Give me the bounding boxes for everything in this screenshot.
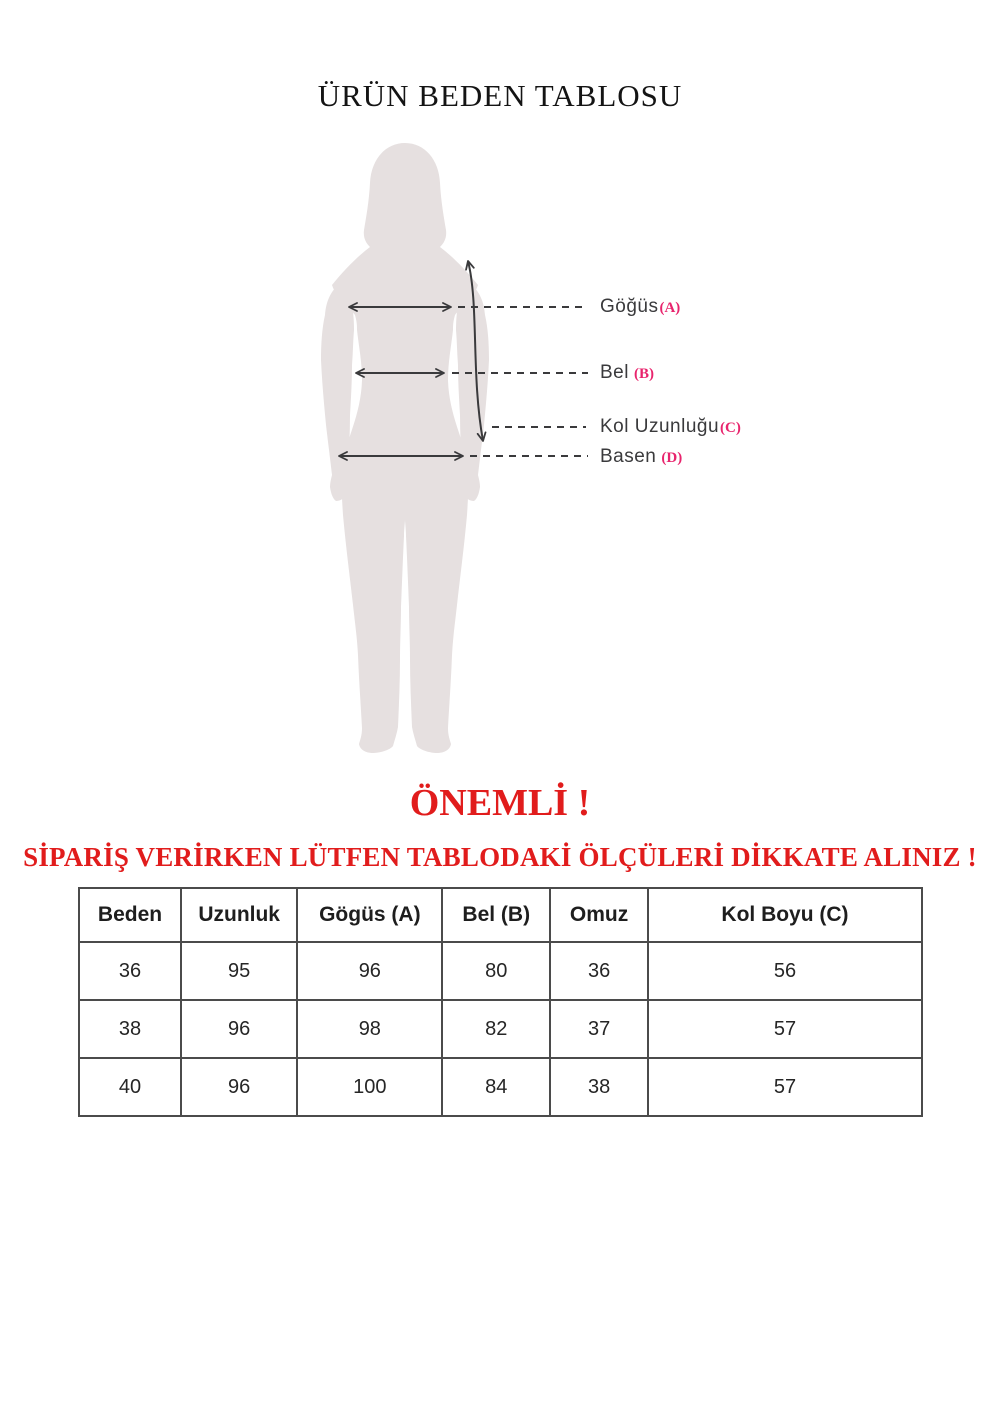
cell-beden: 36 — [79, 942, 181, 1000]
cell-uzunluk: 96 — [181, 1000, 297, 1058]
col-header-uzunluk: Uzunluk — [181, 888, 297, 942]
body-measurement-diagram — [250, 130, 610, 770]
col-header-gogus: Gögüs (A) — [297, 888, 442, 942]
cell-beden: 38 — [79, 1000, 181, 1058]
label-chest-key: (A) — [659, 300, 681, 316]
label-hip — [600, 446, 682, 469]
label-hip-key: (D) — [661, 450, 683, 466]
cell-bel: 80 — [442, 942, 550, 1000]
cell-gogus: 98 — [297, 1000, 442, 1058]
size-table-header-row — [79, 888, 922, 942]
label-waist-text: Bel — [600, 362, 629, 383]
important-heading: ÖNEMLİ ! — [409, 782, 591, 824]
cell-uzunluk: 96 — [181, 1058, 297, 1116]
label-arm-length-key: (C) — [720, 420, 741, 436]
silhouette-body — [332, 143, 478, 753]
label-hip-text: Basen — [600, 446, 657, 467]
col-header-beden: Beden — [79, 888, 181, 942]
cell-kol: 56 — [648, 942, 922, 1000]
cell-kol: 57 — [648, 1000, 922, 1058]
label-chest-text: Göğüs — [600, 296, 659, 317]
page-title: ÜRÜN BEDEN TABLOSU — [317, 78, 683, 113]
table-row — [79, 942, 922, 1000]
label-chest — [600, 296, 680, 319]
table-row — [79, 1000, 922, 1058]
label-waist-key: (B) — [633, 366, 654, 382]
size-table — [78, 887, 923, 1117]
col-header-bel: Bel (B) — [442, 888, 550, 942]
label-arm-length-text: Kol Uzunluğu — [600, 416, 720, 437]
warning-text: SİPARİŞ VERİRKEN LÜTFEN TABLODAKİ ÖLÇÜLERİ DİKKATE ALINIZ ! — [23, 842, 977, 872]
cell-gogus: 96 — [297, 942, 442, 1000]
cell-omuz: 37 — [550, 1000, 648, 1058]
table-row — [79, 1058, 922, 1116]
col-header-omuz: Omuz — [550, 888, 648, 942]
cell-gogus: 100 — [297, 1058, 442, 1116]
cell-omuz: 36 — [550, 942, 648, 1000]
label-arm-length — [600, 416, 741, 439]
cell-omuz: 38 — [550, 1058, 648, 1116]
cell-kol: 57 — [648, 1058, 922, 1116]
cell-bel: 82 — [442, 1000, 550, 1058]
label-waist — [600, 362, 654, 385]
col-header-kol-boyu: Kol Boyu (C) — [648, 888, 922, 942]
cell-beden: 40 — [79, 1058, 181, 1116]
cell-bel: 84 — [442, 1058, 550, 1116]
cell-uzunluk: 95 — [181, 942, 297, 1000]
